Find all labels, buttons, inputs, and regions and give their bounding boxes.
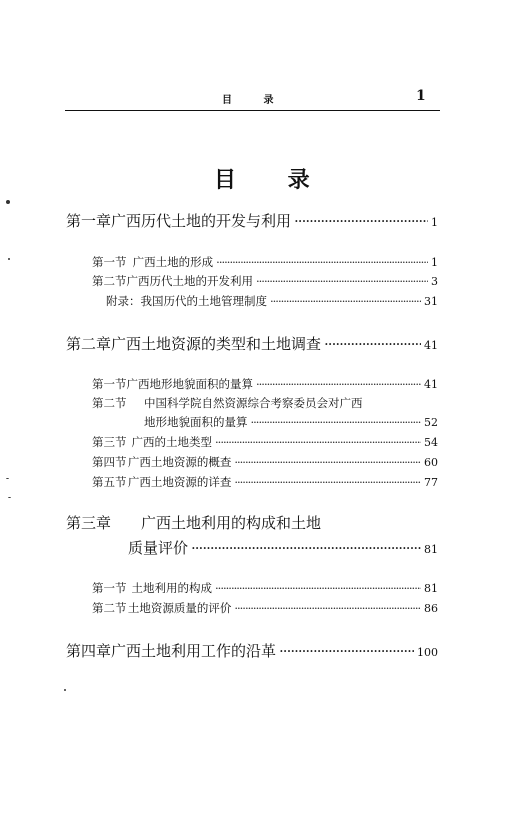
chapter-title: 广西土地资源的类型和土地调查 xyxy=(111,335,322,353)
page-number: 81 xyxy=(424,582,438,595)
section-title: 广西历代土地的开发利用 xyxy=(126,274,253,288)
page-number: 31 xyxy=(424,295,438,308)
chapter-title-continued: 质量评价 xyxy=(128,539,189,557)
scan-speck xyxy=(64,689,66,691)
chapter-number: 第一章 xyxy=(66,212,112,230)
toc-chapter-1[interactable] xyxy=(66,210,438,231)
header-rule xyxy=(65,110,440,111)
toc-chapter-4[interactable] xyxy=(66,640,438,661)
section-title: 广西土地的形成 xyxy=(132,255,214,269)
chapter-title: 广西土地利用的构成和土地 xyxy=(141,514,322,532)
section-title: 土地资源质量的评价 xyxy=(127,601,232,615)
section-number: 第三节 xyxy=(92,435,127,449)
section-title: 广西的土地类型 xyxy=(131,435,213,449)
section-number: 第二节 xyxy=(92,396,127,410)
dot-leader xyxy=(251,415,422,429)
toc-section-2-5[interactable] xyxy=(92,474,438,490)
dot-leader xyxy=(216,255,428,269)
toc-section-2-2-line1[interactable] xyxy=(92,395,363,411)
section-number: 第五节 xyxy=(92,475,127,489)
chapter-title: 广西历代土地的开发与利用 xyxy=(111,212,292,230)
dot-leader xyxy=(324,335,421,353)
dot-leader xyxy=(279,642,414,660)
dot-leader xyxy=(234,601,421,615)
section-number: 第一节 xyxy=(92,377,127,391)
toc-appendix[interactable] xyxy=(106,293,438,309)
chapter-number: 第四章 xyxy=(66,642,112,660)
chapter-title: 广西土地利用工作的沿革 xyxy=(111,642,277,660)
toc-section-2-3[interactable] xyxy=(92,434,438,450)
dot-leader xyxy=(215,435,421,449)
page-number: 60 xyxy=(424,456,438,469)
section-title-continued: 地形地貌面积的量算 xyxy=(144,415,248,429)
scan-speck xyxy=(6,200,10,204)
toc-section-2-2-line2[interactable] xyxy=(144,414,438,430)
page-number: 3 xyxy=(431,275,438,288)
running-header-title: 目 录 xyxy=(222,95,288,106)
dot-leader xyxy=(256,274,428,288)
dot-leader xyxy=(270,294,421,308)
appendix-title: 附录：我国历代的土地管理制度 xyxy=(106,294,267,308)
toc-section-2-4[interactable] xyxy=(92,454,438,470)
chapter-number: 第二章 xyxy=(66,335,112,353)
toc-section-3-1[interactable] xyxy=(92,580,438,596)
section-number: 第二节 xyxy=(92,601,127,615)
section-number: 第一节 xyxy=(92,581,127,595)
section-title: 土地利用的构成 xyxy=(131,581,213,595)
chapter-number: 第三章 xyxy=(66,514,112,532)
page-title: 目 录 xyxy=(214,167,332,193)
page-number: 77 xyxy=(424,476,438,489)
scan-speck xyxy=(8,258,10,260)
dot-leader xyxy=(256,377,421,391)
page-number: 52 xyxy=(424,416,438,429)
dot-leader xyxy=(234,475,421,489)
section-title: 广西土地资源的详查 xyxy=(127,475,232,489)
page-number: 41 xyxy=(424,378,438,391)
toc-section-1-1[interactable] xyxy=(92,254,438,270)
scan-speck xyxy=(8,497,11,498)
section-title: 广西地形地貌面积的量算 xyxy=(126,377,253,391)
section-title: 广西土地资源的概查 xyxy=(127,455,232,469)
toc-chapter-2[interactable] xyxy=(66,333,438,354)
dot-leader xyxy=(191,539,421,557)
dot-leader xyxy=(215,581,421,595)
toc-chapter-3-line1[interactable] xyxy=(66,512,321,533)
page-number: 1 xyxy=(431,216,438,229)
toc-chapter-3-line2[interactable] xyxy=(128,537,438,558)
section-number: 第二节 xyxy=(92,274,127,288)
page-number: 54 xyxy=(424,436,438,449)
page-number: 100 xyxy=(417,646,438,659)
page-number: 81 xyxy=(424,543,438,556)
page-number: 1 xyxy=(431,256,438,269)
section-number: 第四节 xyxy=(92,455,127,469)
toc-section-3-2[interactable] xyxy=(92,600,438,616)
scan-speck xyxy=(6,478,9,479)
toc-section-1-2[interactable] xyxy=(92,273,438,289)
page-number: 86 xyxy=(424,602,438,615)
dot-leader xyxy=(294,212,428,230)
dot-leader xyxy=(234,455,421,469)
section-title: 中国科学院自然资源综合考察委员会对广西 xyxy=(144,396,363,410)
toc-section-2-1[interactable] xyxy=(92,376,438,392)
page-number: 41 xyxy=(424,339,438,352)
section-number: 第一节 xyxy=(92,255,127,269)
running-header-page-number: 1 xyxy=(416,88,426,104)
